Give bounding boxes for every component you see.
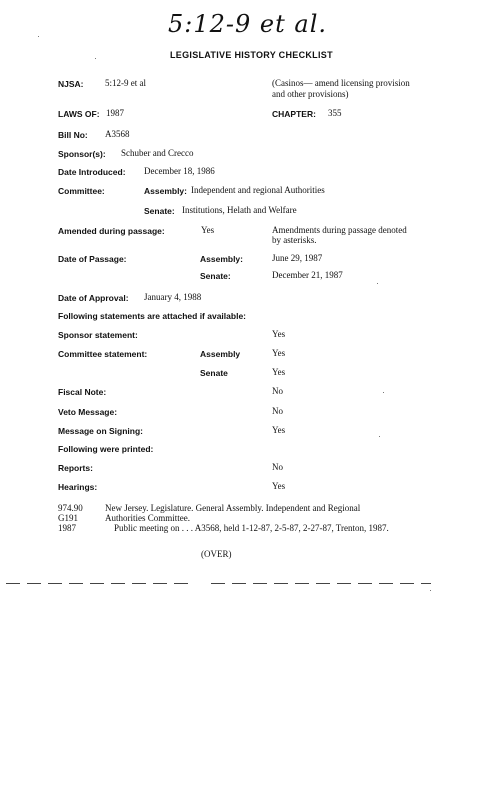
sponsors-label: Sponsor(s): xyxy=(58,149,106,159)
laws-of-label: LAWS OF: xyxy=(58,109,100,119)
committee-statement-assembly-label: Assembly xyxy=(200,349,241,359)
date-of-approval-label: Date of Approval: xyxy=(58,293,129,303)
reports-value: No xyxy=(272,462,283,472)
following-attached-heading: Following statements are attached if available: xyxy=(58,311,246,321)
reports-label: Reports: xyxy=(58,463,93,473)
committee-senate-label: Senate: xyxy=(144,206,175,216)
handwritten-header: 5:12-9 et al. xyxy=(168,10,327,38)
page-title: LEGISLATIVE HISTORY CHECKLIST xyxy=(170,50,333,60)
date-of-approval-value: January 4, 1988 xyxy=(144,292,202,302)
amended-label: Amended during passage: xyxy=(58,226,165,236)
bill-no-value: A3568 xyxy=(105,129,130,139)
scan-speck xyxy=(383,392,384,393)
committee-statement-assembly-value: Yes xyxy=(272,348,286,358)
committee-assembly-label: Assembly: xyxy=(144,186,187,196)
chapter-value: 355 xyxy=(328,108,342,118)
sponsor-statement-label: Sponsor statement: xyxy=(58,330,138,340)
call-number-2: G191 xyxy=(58,513,78,523)
date-introduced-label: Date Introduced: xyxy=(58,167,126,177)
scan-speck xyxy=(38,36,39,37)
following-printed-heading: Following were printed: xyxy=(58,444,154,454)
amended-value: Yes xyxy=(201,225,215,235)
citation-line-3: Public meeting on . . . A3568, held 1-12-87, 2-5-87, 2-27-87, Trenton, 1987. xyxy=(114,523,389,533)
passage-assembly-label: Assembly: xyxy=(200,254,243,264)
njsa-note-line1: (Casinos— amend licensing provision xyxy=(272,78,410,88)
amended-note-line2: by asterisks. xyxy=(272,235,317,245)
njsa-label: NJSA: xyxy=(58,79,84,89)
date-introduced-value: December 18, 1986 xyxy=(144,166,215,176)
passage-senate-label: Senate: xyxy=(200,271,231,281)
committee-statement-label: Committee statement: xyxy=(58,349,148,359)
committee-senate-value: Institutions, Helath and Welfare xyxy=(182,205,297,215)
scan-speck xyxy=(379,436,380,437)
passage-assembly-value: June 29, 1987 xyxy=(272,253,323,263)
message-on-signing-value: Yes xyxy=(272,425,286,435)
message-on-signing-label: Message on Signing: xyxy=(58,426,144,436)
chapter-label: CHAPTER: xyxy=(272,109,316,119)
date-of-passage-label: Date of Passage: xyxy=(58,254,127,264)
fiscal-note-value: No xyxy=(272,386,283,396)
committee-statement-senate-label: Senate xyxy=(200,368,228,378)
njsa-value: 5:12-9 et al xyxy=(105,78,146,88)
citation-line-1: New Jersey. Legislature. General Assembly. Independent and Regional xyxy=(105,503,361,513)
njsa-note-line2: and other provisions) xyxy=(272,89,349,99)
committee-label: Committee: xyxy=(58,186,105,196)
sponsors-value: Schuber and Crecco xyxy=(121,148,194,158)
sponsor-statement-value: Yes xyxy=(272,329,286,339)
call-number-3: 1987 xyxy=(58,523,76,533)
hearings-label: Hearings: xyxy=(58,482,98,492)
committee-assembly-value: Independent and regional Authorities xyxy=(191,185,325,195)
committee-statement-senate-value: Yes xyxy=(272,367,286,377)
veto-message-label: Veto Message: xyxy=(58,407,118,417)
scan-speck xyxy=(95,58,96,59)
over-note: (OVER) xyxy=(201,549,232,559)
citation-line-2: Authorities Committee. xyxy=(105,513,190,523)
scan-speck xyxy=(430,590,431,591)
scan-speck xyxy=(377,283,378,284)
fiscal-note-label: Fiscal Note: xyxy=(58,387,107,397)
passage-senate-value: December 21, 1987 xyxy=(272,270,343,280)
call-number-1: 974.90 xyxy=(58,503,83,513)
veto-message-value: No xyxy=(272,406,283,416)
amended-note-line1: Amendments during passage denoted xyxy=(272,225,407,235)
bill-no-label: Bill No: xyxy=(58,130,88,140)
laws-of-value: 1987 xyxy=(106,108,124,118)
hearings-value: Yes xyxy=(272,481,286,491)
